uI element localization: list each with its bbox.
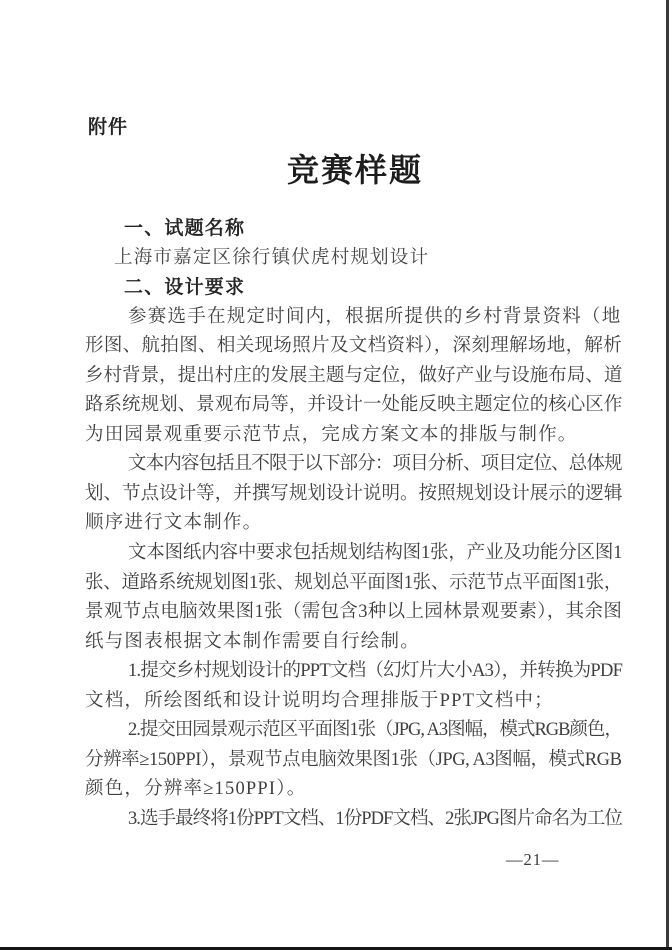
text-line-content: 1.提交乡村规划设计的PPT文档（幻灯片大小A3），并转换为PDF (128, 661, 623, 682)
text-line (85, 539, 622, 569)
text-line-content: 纸与图表根据文本制作需要自行绘制。 (85, 631, 420, 652)
text-line-content: 文本内容包括且不限于以下部分：项目分析、项目定位、总体规 (128, 454, 622, 475)
text-line (85, 214, 622, 244)
text-line-content: 景观节点电脑效果图1张（需包含3种以上园林景观要素），其余图 (85, 602, 623, 623)
attachment-label: 附件 (88, 117, 129, 138)
text-line-content: 路系统规划、景观布局等，并设计一处能反映主题定位的核心区作 (85, 395, 623, 416)
text-line (85, 480, 622, 510)
text-line (85, 598, 622, 628)
text-line (85, 244, 622, 274)
text-line-content: 划、节点设计等，并撰写规划设计说明。按照规划设计展示的逻辑 (85, 483, 623, 504)
text-line (85, 421, 622, 451)
text-line (85, 746, 622, 776)
text-line-content: 参赛选手在规定时间内，根据所提供的乡村背景资料（地 (128, 306, 622, 327)
text-line (85, 509, 622, 539)
scan-edge-line-bottom (0, 947, 672, 950)
text-line (85, 569, 622, 599)
text-line (85, 687, 622, 717)
text-line (85, 391, 622, 421)
text-line (85, 450, 622, 480)
text-line (85, 657, 622, 687)
text-line (85, 303, 622, 333)
text-line-content: 上海市嘉定区徐行镇伏虎村规划设计 (114, 247, 430, 268)
text-line-content: 3.选手最终将1份PPT文档、1份PDF文档、2张JPG图片命名为工位 (128, 808, 622, 829)
text-line-content: 张、道路系统规划图1张、规划总平面图1张、示范节点平面图1张， (85, 572, 623, 593)
text-line-content: 2.提交田园景观示范区平面图1张（JPG, A3图幅，模式RGB颜色， (128, 720, 622, 741)
scan-edge-line-right (666, 0, 669, 950)
document-body-text (85, 214, 622, 834)
text-line-content: 颜色，分辨率≥150PPI）。 (85, 779, 307, 800)
text-line (85, 362, 622, 392)
text-line (85, 332, 622, 362)
text-line-content: 形图、航拍图、相关现场照片及文档资料），深刻理解场地，解析 (85, 336, 623, 357)
text-line (85, 273, 622, 303)
text-line-content: 分辨率≥150PPI），景观节点电脑效果图1张（JPG, A3图幅，模式RGB (85, 749, 622, 770)
text-line (85, 628, 622, 658)
text-line-content: 一、试题名称 (124, 218, 246, 239)
text-line (85, 716, 622, 746)
text-line-content: 二、设计要求 (124, 277, 246, 299)
page-title: 竞赛样题 (286, 152, 423, 188)
text-line-content: 文档，所绘图纸和设计说明均合理排版于PPT文档中； (85, 690, 554, 711)
text-line-content: 顺序进行文本制作。 (85, 513, 263, 534)
text-line-content: 为田园景观重要示范节点，完成方案文本的排版与制作。 (85, 424, 578, 445)
text-line-content: 乡村背景，提出村庄的发展主题与定位，做好产业与设施布局、道 (85, 365, 623, 386)
text-line-content: 文本图纸内容中要求包括规划结构图1张，产业及功能分区图1 (128, 543, 623, 564)
page-number: —21— (506, 850, 560, 869)
text-line (85, 775, 622, 805)
text-line (85, 805, 622, 835)
